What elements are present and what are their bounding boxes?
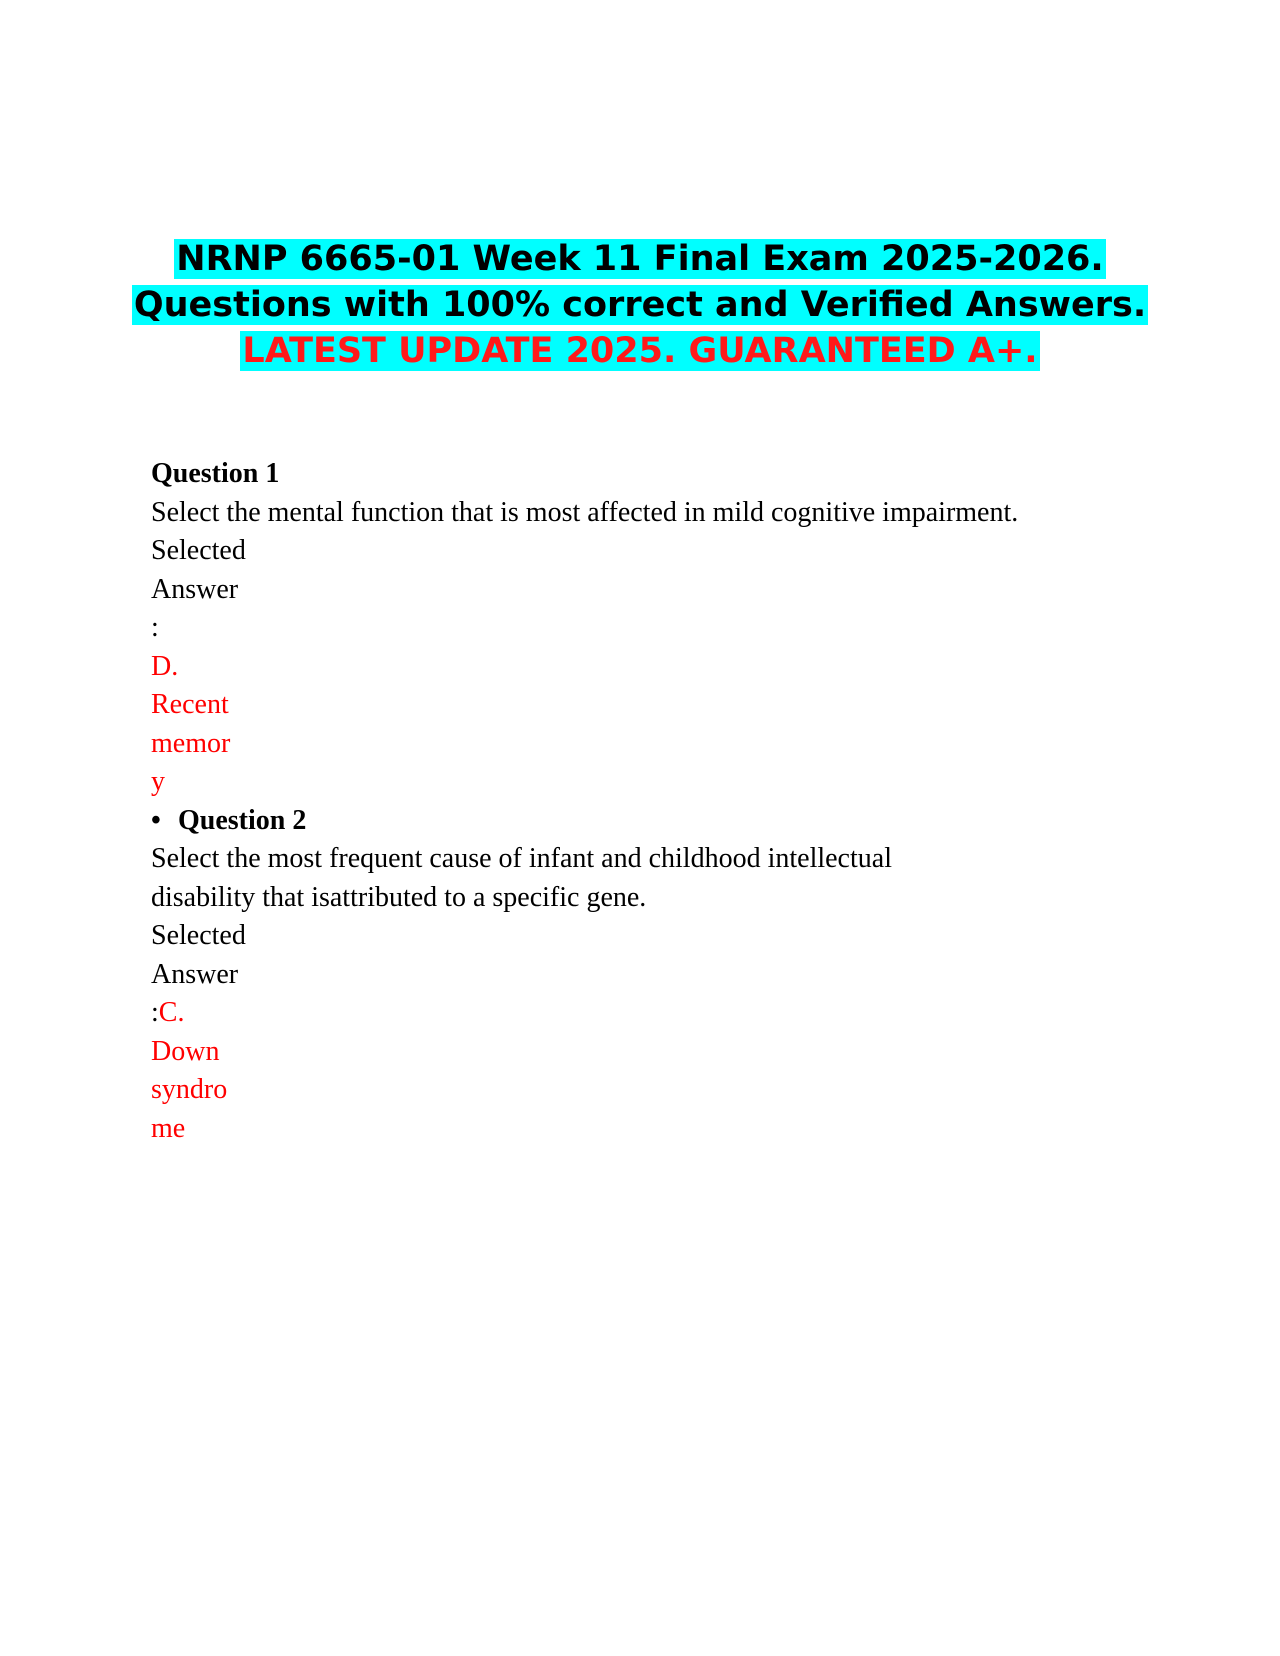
question-1-text: Select the mental function that is most affected in mild cognitive impairment.	[151, 496, 1019, 528]
question-1-answer: D.	[151, 650, 179, 682]
document-title	[0, 236, 1280, 374]
question-1-answer: y	[151, 766, 165, 797]
title-line-3: LATEST UPDATE 2025. GUARANTEED A+.	[242, 331, 1038, 371]
selected-answer-label: Selected	[151, 535, 246, 566]
document-body	[151, 455, 1151, 1148]
title-line-2: Questions with 100% correct and Verified Answers.	[133, 285, 1147, 325]
question-2-answer: C.	[158, 997, 185, 1028]
question-2-answer-row	[151, 994, 1151, 1033]
selected-answer-label: Selected	[151, 920, 246, 951]
question-1-heading: Question 1	[151, 458, 280, 489]
question-2-answer: Down	[151, 1035, 220, 1067]
selected-answer-colon: :	[151, 612, 159, 643]
question-1-answer: memor	[151, 727, 231, 759]
title-line-1: NRNP 6665-01 Week 11 Final Exam 2025-2026.	[176, 239, 1104, 279]
question-2-text: disability that isattributed to a specific gene.	[151, 881, 647, 913]
question-2-answer: syndro	[151, 1074, 228, 1105]
selected-answer-label: Answer	[151, 958, 239, 990]
bullet-icon: •	[151, 804, 161, 836]
selected-answer-label: Answer	[151, 573, 239, 605]
question-2-heading: Question 2	[178, 804, 307, 836]
question-2-answer: me	[151, 1112, 186, 1144]
question-2-heading-row	[151, 802, 1151, 841]
selected-answer-colon: :	[151, 997, 159, 1028]
question-1-answer: Recent	[151, 689, 229, 720]
question-2-text: Select the most frequent cause of infant and childhood intellectual	[151, 843, 892, 874]
